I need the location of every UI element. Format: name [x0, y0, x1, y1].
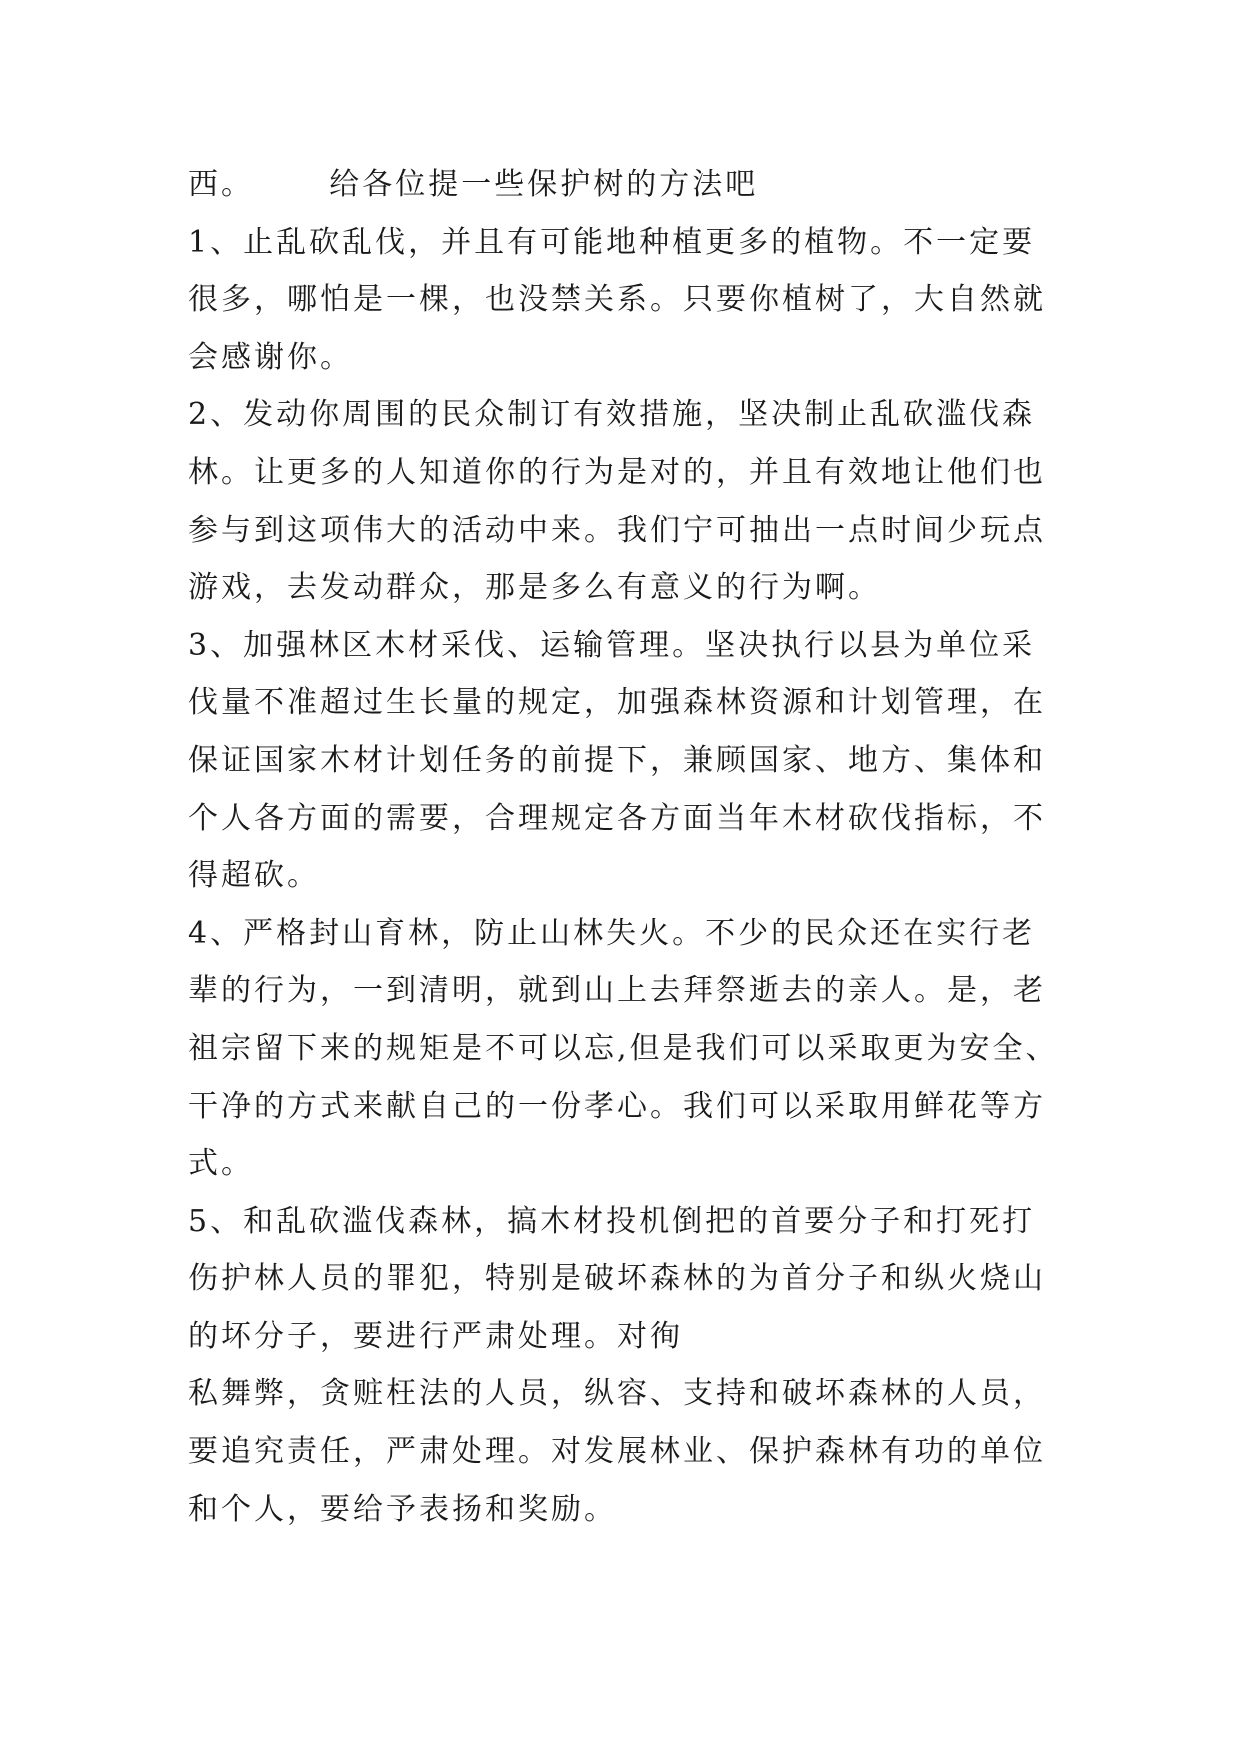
text-line: 林。让更多的人知道你的行为是对的，并且有效地让他们也	[188, 454, 1046, 490]
text-line: 要追究责任，严肃处理。对发展林业、保护森林有功的单位	[188, 1434, 1046, 1470]
text-line: 游戏，去发动群众，那是多么有意义的行为啊。	[188, 570, 881, 606]
text-line: 伐量不准超过生长量的规定，加强森林资源和计划管理，在	[188, 685, 1046, 721]
text-line: 1、止乱砍乱伐，并且有可能地种植更多的植物。不一定要	[188, 224, 1036, 260]
text-line: 和个人，要给予表扬和奖励。	[188, 1491, 617, 1527]
text-line: 伤护林人员的罪犯，特别是破坏森林的为首分子和纵火烧山	[188, 1261, 1046, 1297]
text-line: 会感谢你。	[188, 339, 353, 375]
text-line: 2、发动你周围的民众制订有效措施，坚决制止乱砍滥伐森	[188, 397, 1036, 433]
text-line: 的坏分子，要进行严肃处理。对徇	[188, 1318, 683, 1354]
text-line: 祖宗留下来的规矩是不可以忘,但是我们可以采取更为安全、	[188, 1030, 1059, 1066]
document-body	[188, 156, 1088, 1538]
text-line: 式。	[188, 1146, 254, 1182]
text-line: 很多，哪怕是一棵，也没禁关系。只要你植树了，大自然就	[188, 282, 1046, 318]
text-line: 西。 给各位提一些保护树的方法吧	[188, 167, 759, 202]
text-line: 干净的方式来献自己的一份孝心。我们可以采取用鲜花等方	[188, 1088, 1046, 1124]
text-line: 个人各方面的需要，合理规定各方面当年木材砍伐指标，不	[188, 800, 1046, 836]
text-line: 私舞弊，贪赃枉法的人员，纵容、支持和破坏森林的人员，	[188, 1376, 1046, 1412]
text-line: 3、加强林区木材采伐、运输管理。坚决执行以县为单位采	[188, 627, 1036, 663]
text-line: 辈的行为，一到清明，就到山上去拜祭逝去的亲人。是，老	[188, 973, 1046, 1009]
text-line: 4、严格封山育林，防止山林失火。不少的民众还在实行老	[188, 915, 1036, 951]
text-line: 得超砍。	[188, 858, 320, 894]
text-line: 保证国家木材计划任务的前提下，兼顾国家、地方、集体和	[188, 742, 1046, 778]
text-line: 5、和乱砍滥伐森林，搞木材投机倒把的首要分子和打死打	[188, 1203, 1036, 1239]
text-line: 参与到这项伟大的活动中来。我们宁可抽出一点时间少玩点	[188, 512, 1046, 548]
